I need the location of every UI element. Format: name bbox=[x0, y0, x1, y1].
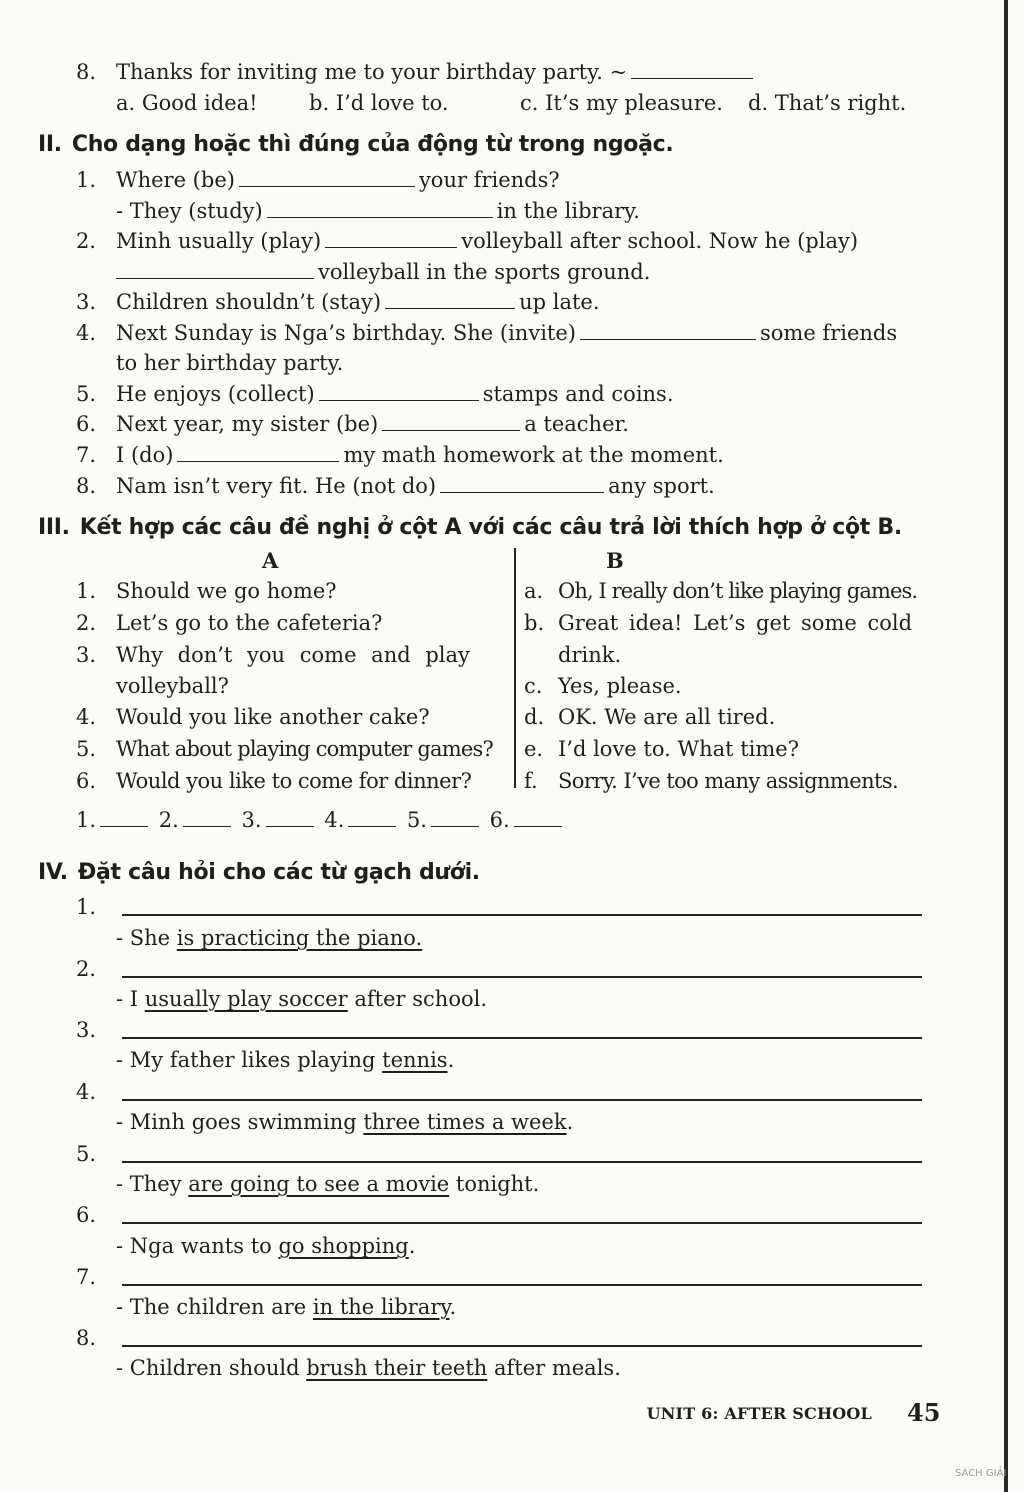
answer-label: 2. bbox=[158, 808, 179, 832]
question-number: 4. bbox=[76, 321, 97, 345]
match-a-number: 3. bbox=[76, 643, 97, 667]
match-b-letter: c. bbox=[524, 674, 543, 698]
column-a-header: A bbox=[262, 548, 279, 573]
section-number: III. bbox=[38, 515, 70, 540]
question-text: any sport. bbox=[608, 474, 715, 498]
answer-blank[interactable] bbox=[266, 808, 314, 827]
answer-blank[interactable] bbox=[183, 808, 231, 827]
match-a-number: 4. bbox=[76, 705, 97, 729]
answer-line[interactable] bbox=[122, 1037, 922, 1039]
match-a-number: 6. bbox=[76, 769, 97, 793]
match-b-letter: a. bbox=[524, 579, 544, 603]
answer-line[interactable] bbox=[122, 1161, 922, 1163]
answer-blank[interactable] bbox=[267, 199, 493, 218]
option-a: a. Good idea! bbox=[116, 91, 258, 115]
question-number: 3. bbox=[76, 1018, 97, 1042]
answer-line[interactable] bbox=[122, 1222, 922, 1224]
answer-line[interactable] bbox=[122, 1345, 922, 1347]
option-b: b. I’d love to. bbox=[309, 91, 449, 115]
column-divider bbox=[514, 548, 516, 788]
answer-text: . bbox=[566, 1110, 574, 1134]
question-text: some friends bbox=[759, 321, 898, 345]
section-title: Đặt câu hỏi cho các từ gạch dưới. bbox=[77, 860, 480, 885]
given-answer bbox=[116, 987, 487, 1011]
match-b-text: OK. We are all tired. bbox=[558, 705, 776, 729]
answer-text: . bbox=[408, 1234, 416, 1258]
section-heading-4 bbox=[38, 860, 480, 886]
underlined-part: is practicing the piano. bbox=[176, 926, 423, 950]
answer-blank[interactable] bbox=[382, 412, 520, 431]
match-answer-row bbox=[76, 808, 566, 832]
question-text: your friends? bbox=[418, 168, 560, 192]
match-b-letter: e. bbox=[524, 737, 544, 761]
given-answer bbox=[116, 1110, 573, 1134]
question-number: 4. bbox=[76, 1080, 97, 1104]
question-text bbox=[116, 60, 757, 84]
answer-line[interactable] bbox=[122, 914, 922, 916]
answer-blank[interactable] bbox=[348, 808, 396, 827]
question-text: volleyball after school. Now he (play) bbox=[461, 229, 859, 253]
answer-blank[interactable] bbox=[325, 229, 457, 248]
given-answer bbox=[116, 926, 422, 950]
answer-label: 6. bbox=[489, 808, 510, 832]
answer-text: - She bbox=[116, 926, 177, 950]
answer-text: . bbox=[449, 1295, 457, 1319]
question-line bbox=[116, 382, 674, 406]
column-b-header: B bbox=[606, 548, 624, 573]
section-title: Cho dạng hoặc thì đúng của động từ trong ngoặc. bbox=[71, 132, 674, 157]
match-b-text: drink. bbox=[558, 643, 622, 667]
match-b-text: Great idea! Let’s get some cold bbox=[558, 611, 913, 635]
answer-text: tonight. bbox=[449, 1172, 540, 1196]
answer-blank[interactable] bbox=[116, 260, 314, 279]
underlined-part: usually play soccer bbox=[144, 987, 348, 1011]
answer-blank[interactable] bbox=[319, 382, 479, 401]
question-text: in the library. bbox=[496, 199, 640, 223]
binding-edge bbox=[1004, 0, 1008, 1492]
question-number: 1. bbox=[76, 168, 97, 192]
watermark: SÁCH GIẢI bbox=[955, 1468, 1007, 1479]
question-line bbox=[116, 168, 560, 192]
page-number: 45 bbox=[907, 1398, 941, 1427]
question-line bbox=[116, 260, 650, 284]
underlined-part: tennis bbox=[382, 1048, 448, 1072]
answer-line[interactable] bbox=[122, 1284, 922, 1286]
match-a-number: 2. bbox=[76, 611, 97, 635]
answer-text: - Minh goes swimming bbox=[116, 1110, 364, 1134]
match-b-text: Yes, please. bbox=[558, 674, 682, 698]
match-b-text: I’d love to. What time? bbox=[558, 737, 799, 761]
question-line bbox=[116, 229, 858, 253]
underlined-part: are going to see a movie bbox=[188, 1172, 450, 1196]
question-number: 5. bbox=[76, 382, 97, 406]
answer-blank[interactable] bbox=[440, 474, 604, 493]
option-d: d. That’s right. bbox=[748, 91, 907, 115]
match-b-letter: b. bbox=[524, 611, 545, 635]
question-number: 8. bbox=[76, 474, 97, 498]
question-number: 8. bbox=[76, 1326, 97, 1350]
answer-blank[interactable] bbox=[239, 168, 415, 187]
question-number: 6. bbox=[76, 412, 97, 436]
given-answer bbox=[116, 1295, 456, 1319]
given-answer bbox=[116, 1234, 415, 1258]
underlined-part: go shopping bbox=[278, 1234, 409, 1258]
option-c: c. It’s my pleasure. bbox=[520, 91, 723, 115]
match-b-text: Sorry. I’ve too many assignments. bbox=[558, 769, 899, 793]
answer-blank[interactable] bbox=[100, 808, 148, 827]
section-number: II. bbox=[38, 132, 62, 157]
match-a-text: Let’s go to the cafeteria? bbox=[116, 611, 383, 635]
answer-text: after school. bbox=[347, 987, 487, 1011]
answer-label: 3. bbox=[241, 808, 262, 832]
question-text: Children shouldn’t (stay) bbox=[116, 290, 382, 314]
section-number: IV. bbox=[38, 860, 68, 885]
question-text: my math homework at the moment. bbox=[343, 443, 724, 467]
match-b-text: Oh, I really don’t like playing games. bbox=[558, 579, 918, 603]
answer-text: . bbox=[447, 1048, 455, 1072]
section-heading-3 bbox=[38, 515, 902, 541]
question-text: up late. bbox=[519, 290, 600, 314]
match-b-letter: d. bbox=[524, 705, 545, 729]
underlined-part: brush their teeth bbox=[306, 1356, 488, 1380]
question-line bbox=[116, 199, 640, 223]
question-text: stamps and coins. bbox=[482, 382, 674, 406]
answer-text: - I bbox=[116, 987, 145, 1011]
match-a-text: What about playing computer games? bbox=[116, 737, 493, 761]
answer-blank[interactable] bbox=[177, 443, 339, 462]
question-text: Next Sunday is Nga’s birthday. She (invite) bbox=[116, 321, 576, 345]
question-number: 7. bbox=[76, 443, 97, 467]
answer-text: - My father likes playing bbox=[116, 1048, 383, 1072]
answer-text: - Nga wants to bbox=[116, 1234, 279, 1258]
answer-blank[interactable] bbox=[514, 808, 562, 827]
question-number: 5. bbox=[76, 1142, 97, 1166]
running-footer: UNIT 6: AFTER SCHOOL bbox=[646, 1404, 872, 1423]
match-b-letter: f. bbox=[524, 769, 538, 793]
question-text: I (do) bbox=[116, 443, 174, 467]
question-text: Where (be) bbox=[116, 168, 235, 192]
question-text: Nam isn’t very fit. He (not do) bbox=[116, 474, 437, 498]
question-line bbox=[116, 321, 897, 345]
question-text: Next year, my sister (be) bbox=[116, 412, 379, 436]
match-a-text: Why don’t you come and play bbox=[116, 643, 470, 667]
underlined-part: in the library bbox=[312, 1295, 450, 1319]
answer-line[interactable] bbox=[122, 1099, 922, 1101]
given-answer bbox=[116, 1356, 621, 1380]
question-text: Minh usually (play) bbox=[116, 229, 322, 253]
match-a-text: Would you like another cake? bbox=[116, 705, 430, 729]
answer-blank[interactable] bbox=[385, 290, 515, 309]
answer-blank[interactable] bbox=[631, 60, 753, 79]
answer-text: - They bbox=[116, 1172, 189, 1196]
match-a-text: Would you like to come for dinner? bbox=[116, 769, 472, 793]
answer-label: 5. bbox=[406, 808, 427, 832]
match-a-number: 5. bbox=[76, 737, 97, 761]
answer-label: 1. bbox=[76, 808, 97, 832]
answer-blank[interactable] bbox=[580, 321, 756, 340]
answer-line[interactable] bbox=[122, 976, 922, 978]
answer-text: - The children are bbox=[116, 1295, 313, 1319]
question-number: 2. bbox=[76, 229, 97, 253]
question-text: - They (study) bbox=[116, 199, 263, 223]
section-heading-2 bbox=[38, 132, 673, 158]
question-line bbox=[116, 474, 715, 498]
given-answer bbox=[116, 1048, 454, 1072]
question-text: He enjoys (collect) bbox=[116, 382, 315, 406]
match-a-text: Should we go home? bbox=[116, 579, 337, 603]
answer-text: after meals. bbox=[487, 1356, 621, 1380]
question-number: 8. bbox=[76, 60, 97, 84]
underlined-part: three times a week bbox=[363, 1110, 567, 1134]
answer-label: 4. bbox=[324, 808, 345, 832]
match-a-number: 1. bbox=[76, 579, 97, 603]
question-number: 6. bbox=[76, 1203, 97, 1227]
section-title: Kết hợp các câu đề nghị ở cột A với các câu trả lời thích hợp ở cột B. bbox=[79, 515, 902, 540]
question-line: to her birthday party. bbox=[116, 351, 344, 375]
question-line bbox=[116, 290, 600, 314]
question-line bbox=[116, 412, 629, 436]
question-number: 2. bbox=[76, 957, 97, 981]
question-text: a teacher. bbox=[524, 412, 629, 436]
question-line bbox=[116, 443, 724, 467]
given-answer bbox=[116, 1172, 539, 1196]
answer-text: - Children should bbox=[116, 1356, 307, 1380]
question-text: volleyball in the sports ground. bbox=[318, 260, 651, 284]
question-number: 3. bbox=[76, 290, 97, 314]
match-a-text: volleyball? bbox=[116, 674, 229, 698]
question-number: 7. bbox=[76, 1265, 97, 1289]
question-number: 1. bbox=[76, 895, 97, 919]
answer-blank[interactable] bbox=[431, 808, 479, 827]
question-prompt: Thanks for inviting me to your birthday party. ~ bbox=[116, 60, 628, 84]
